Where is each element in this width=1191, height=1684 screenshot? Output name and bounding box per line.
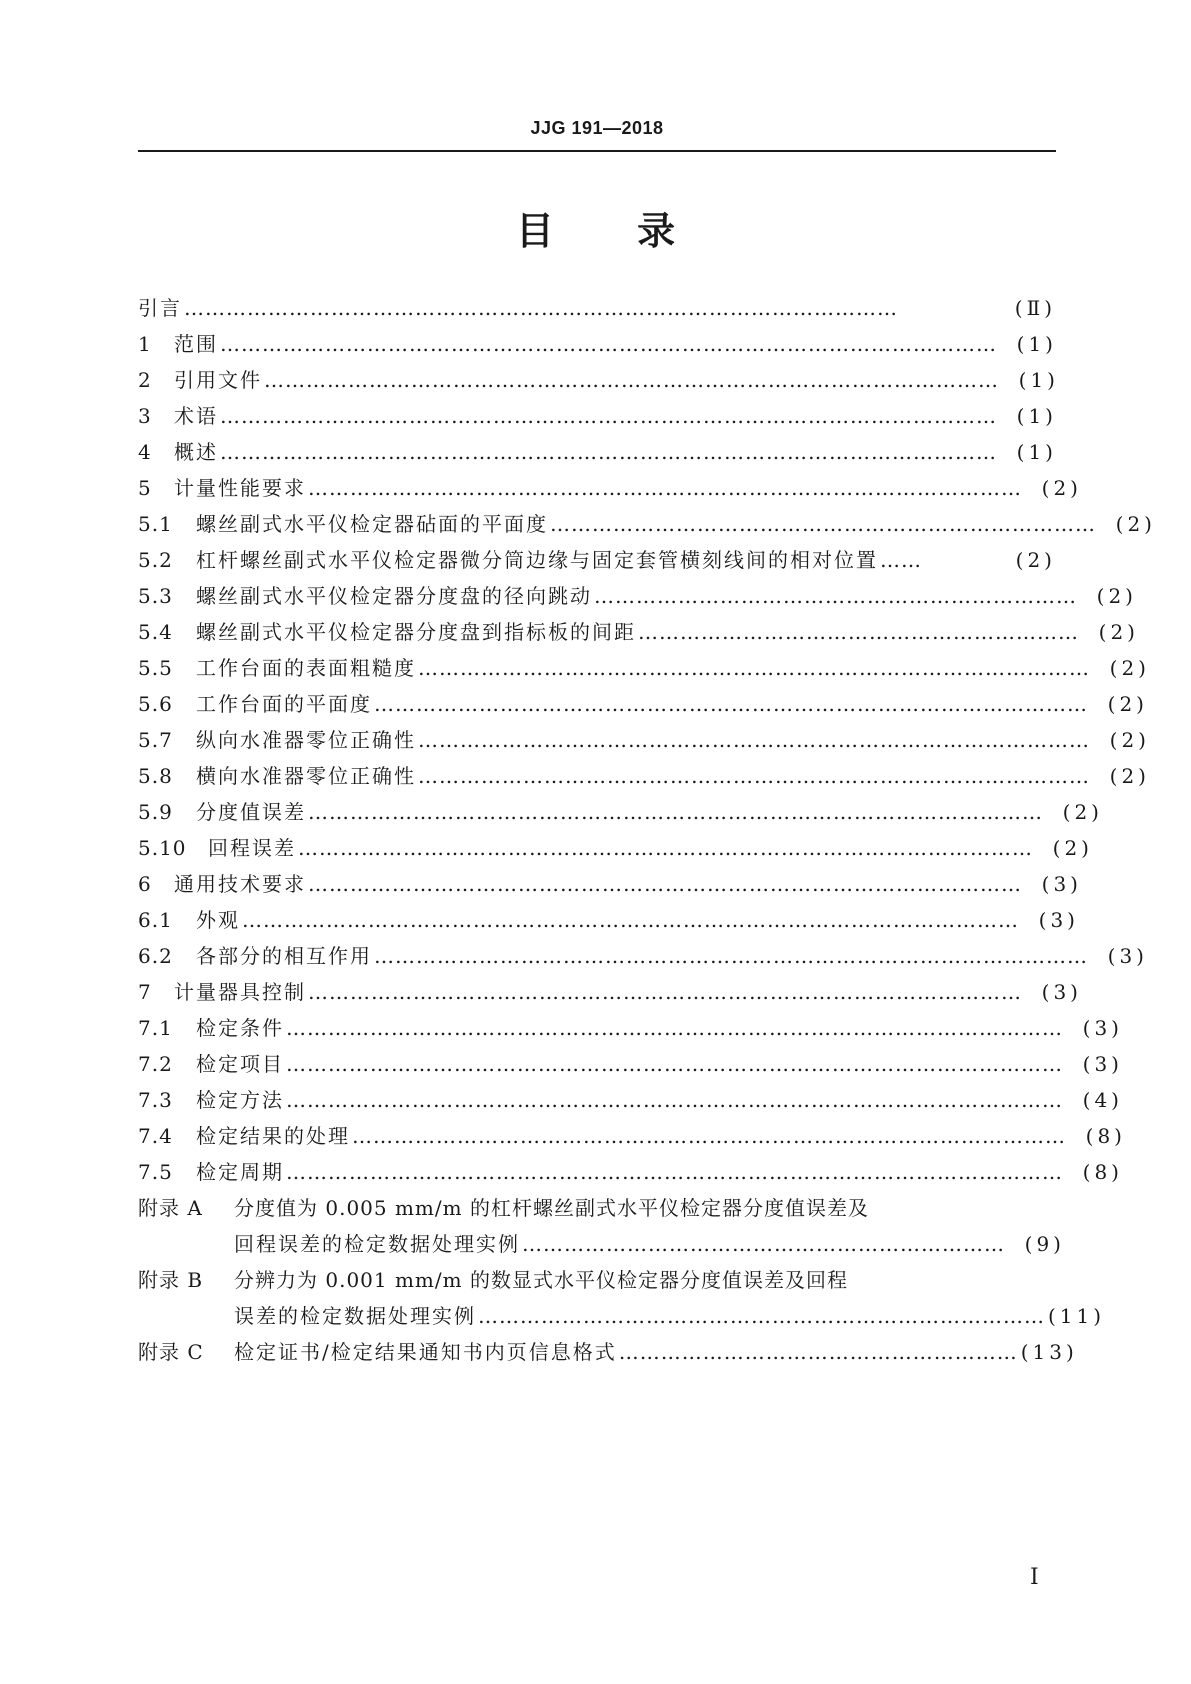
toc-entry-page: (1)	[1016, 440, 1057, 464]
toc-entry-leader: …………………………………………………………………………………………	[352, 1124, 1066, 1148]
toc-entry[interactable]	[138, 470, 1082, 506]
toc-entry-label: 螺丝副式水平仪检定器分度盘的径向跳动	[196, 584, 592, 608]
toc-entry-page: (11)	[1047, 1304, 1105, 1328]
toc-entry-number: 7.2	[138, 1052, 173, 1076]
toc-entry-number: 5.4	[138, 620, 173, 644]
toc-entry-leader: …………………………………………………………………………………………	[184, 296, 898, 320]
toc-entry-leader: ……………………………………………………………………………………	[418, 656, 1090, 680]
toc-entry-page: (3)	[1107, 944, 1148, 968]
toc-entry[interactable]	[138, 866, 1082, 902]
toc-entry-leader: ……………………………………………………………………………………	[418, 728, 1090, 752]
toc-entry[interactable]	[138, 1118, 1126, 1154]
toc-entry-leader: …………………………………………………………………………………………………	[286, 1088, 1063, 1112]
toc-entry[interactable]	[138, 722, 1150, 758]
toc-entry-number: 5.5	[138, 656, 173, 680]
toc-entry-label: 检定条件	[196, 1016, 284, 1040]
toc-entry[interactable]	[138, 326, 1056, 362]
toc-entry[interactable]	[138, 1010, 1123, 1046]
toc-entry-label: 检定结果的处理	[196, 1124, 350, 1148]
toc-entry-page: (Ⅱ)	[1014, 296, 1056, 320]
toc-entry[interactable]	[138, 578, 1137, 614]
toc-entry-leader: …………………………………………………………………………………………	[374, 692, 1088, 716]
toc-entry-leader: …………………………………………………………………………………………………	[220, 332, 997, 356]
toc-entry-label: 计量器具控制	[174, 980, 306, 1004]
toc-entry[interactable]	[138, 434, 1056, 470]
toc-entry-label: 检定周期	[196, 1160, 284, 1184]
toc-entry-number: 5.2	[138, 548, 173, 572]
toc-entry-leader: …………………………………………………	[618, 1340, 1018, 1364]
toc-entry-number: 6	[138, 872, 152, 896]
toc-entry-label: 各部分的相互作用	[196, 944, 372, 968]
toc-entry-label: 检定方法	[196, 1088, 284, 1112]
toc-entry-leader: …………………………………………………………………………………………………	[220, 440, 997, 464]
appendix-entry-continuation[interactable]	[138, 1226, 1065, 1262]
toc-entry-leader: ……………………………………………………………………	[550, 512, 1096, 536]
toc-entry-number: 3	[138, 404, 152, 428]
toc-entry-page: (1)	[1018, 368, 1059, 392]
appendix-title-line1: 分度值为 0.005 mm/m 的杠杆螺丝副式水平仪检定器分度值误差及	[234, 1196, 869, 1220]
toc-entry[interactable]	[138, 506, 1156, 542]
toc-entry-page: (2)	[1041, 476, 1082, 500]
toc-entry-leader: ………………………………………………………………………	[478, 1304, 1045, 1328]
toc-entry-page: (2)	[1109, 728, 1150, 752]
toc-entry-page: (1)	[1016, 404, 1057, 428]
toc-entry-page: (3)	[1041, 872, 1082, 896]
toc-entry-page: (2)	[1115, 512, 1156, 536]
toc-entry-number: 1	[138, 332, 152, 356]
toc-entry-page: (2)	[1109, 764, 1150, 788]
toc-entry-number: 5.7	[138, 728, 173, 752]
toc-entry-page: (8)	[1082, 1160, 1123, 1184]
toc-entry-leader: …………………………………………………………………………………………………	[286, 1160, 1063, 1184]
toc-entry-label: 杠杆螺丝副式水平仪检定器微分筒边缘与固定套管横刻线间的相对位置	[196, 548, 878, 572]
toc-entry-page: (13)	[1020, 1340, 1078, 1364]
appendix-title: 检定证书/检定结果通知书内页信息格式	[234, 1340, 617, 1364]
toc-entry-leader: ……………………………………………………………	[594, 584, 1077, 608]
appendix-title-line1: 分辨力为 0.001 mm/m 的数显式水平仪检定器分度值误差及回程	[234, 1268, 848, 1292]
toc-entry-page: (9)	[1024, 1232, 1065, 1256]
toc-entry-label: 纵向水准器零位正确性	[196, 728, 416, 752]
toc-entry-leader: …………………………………………………………………………………………………	[220, 404, 997, 428]
table-of-contents	[138, 290, 1156, 1370]
toc-entry-label: 横向水准器零位正确性	[196, 764, 416, 788]
toc-entry-leader: ……	[880, 548, 922, 572]
toc-entry[interactable]	[138, 686, 1148, 722]
toc-entry-number: 7.1	[138, 1016, 173, 1040]
toc-entry-page: (1)	[1016, 332, 1057, 356]
toc-entry-label: 概述	[174, 440, 218, 464]
toc-entry-number: 7.4	[138, 1124, 173, 1148]
toc-entry-page: (2)	[1015, 548, 1056, 572]
toc-entry[interactable]	[138, 938, 1148, 974]
toc-entry-label: 术语	[174, 404, 218, 428]
toc-entry[interactable]	[138, 902, 1079, 938]
toc-entry-page: (3)	[1082, 1016, 1123, 1040]
toc-entry[interactable]	[138, 650, 1150, 686]
toc-entry[interactable]	[138, 362, 1059, 398]
toc-entry[interactable]	[138, 1082, 1123, 1118]
toc-entry-leader: ……………………………………………………………………………………………	[264, 368, 999, 392]
toc-entry-page: (4)	[1082, 1088, 1123, 1112]
toc-entry[interactable]	[138, 1154, 1123, 1190]
toc-entry-page: (2)	[1062, 800, 1103, 824]
toc-entry-leader: ………………………………………………………	[638, 620, 1079, 644]
document-code-header: JJG 191—2018	[530, 118, 664, 138]
toc-entry-number: 7.3	[138, 1088, 173, 1112]
toc-entry-leader: …………………………………………………………………………………………	[308, 872, 1022, 896]
toc-entry-label: 检定项目	[196, 1052, 284, 1076]
toc-entry[interactable]	[138, 830, 1093, 866]
toc-entry-number: 5.3	[138, 584, 173, 608]
appendix-entry[interactable]	[138, 1334, 1078, 1370]
toc-entry-number: 7	[138, 980, 152, 1004]
appendix-label: 附录 B	[138, 1268, 204, 1292]
toc-entry[interactable]	[138, 290, 1056, 326]
toc-entry-label: 工作台面的表面粗糙度	[196, 656, 416, 680]
toc-entry-label: 外观	[196, 908, 240, 932]
header-rule	[138, 150, 1056, 152]
toc-entry-leader: ……………………………………………………………………………………………	[298, 836, 1033, 860]
appendix-title-line2: 回程误差的检定数据处理实例	[234, 1232, 520, 1256]
toc-entry-page: (2)	[1098, 620, 1139, 644]
toc-entry-number: 5.6	[138, 692, 173, 716]
toc-entry-page: (3)	[1041, 980, 1082, 1004]
page-title: 目 录	[515, 209, 676, 253]
toc-entry-label: 螺丝副式水平仪检定器砧面的平面度	[196, 512, 548, 536]
toc-entry-leader: ……………………………………………………………………………………	[418, 764, 1090, 788]
toc-entry-number: 6.1	[138, 908, 173, 932]
toc-entry[interactable]	[138, 614, 1139, 650]
toc-entry-leader: …………………………………………………………………………………………………	[286, 1052, 1063, 1076]
toc-entry-number: 6.2	[138, 944, 173, 968]
toc-entry-label: 计量性能要求	[174, 476, 306, 500]
toc-entry-label: 螺丝副式水平仪检定器分度盘到指标板的间距	[196, 620, 636, 644]
toc-entry-label: 范围	[174, 332, 218, 356]
page-number: Ⅰ	[1030, 1565, 1039, 1590]
toc-entry-page: (3)	[1082, 1052, 1123, 1076]
toc-entry-label: 通用技术要求	[174, 872, 306, 896]
toc-entry-leader: …………………………………………………………………………………………	[308, 476, 1022, 500]
toc-entry-number: 5.9	[138, 800, 173, 824]
appendix-label: 附录 C	[138, 1340, 204, 1364]
toc-entry-number: 5.8	[138, 764, 173, 788]
toc-entry-leader: ……………………………………………………………………………………………	[308, 800, 1043, 824]
appendix-title-line2: 误差的检定数据处理实例	[234, 1304, 476, 1328]
toc-entry-number: 5.10	[138, 836, 187, 860]
toc-entry-leader: …………………………………………………………………………………………	[308, 980, 1022, 1004]
toc-entry-leader: ……………………………………………………………	[522, 1232, 1005, 1256]
toc-entry-page: (8)	[1085, 1124, 1126, 1148]
toc-entry-page: (3)	[1038, 908, 1079, 932]
toc-entry-label: 工作台面的平面度	[196, 692, 372, 716]
toc-entry-leader: …………………………………………………………………………………………	[374, 944, 1088, 968]
toc-entry-number: 5.1	[138, 512, 173, 536]
toc-entry[interactable]	[138, 974, 1082, 1010]
toc-entry[interactable]	[138, 1046, 1123, 1082]
appendix-entry[interactable]	[138, 1262, 1056, 1298]
toc-entry-leader: …………………………………………………………………………………………………	[242, 908, 1019, 932]
toc-entry-leader: …………………………………………………………………………………………………	[286, 1016, 1063, 1040]
toc-entry-number: 5	[138, 476, 152, 500]
toc-entry-number: 4	[138, 440, 152, 464]
toc-entry-page: (2)	[1109, 656, 1150, 680]
toc-entry-label: 引言	[138, 296, 182, 320]
toc-entry-page: (2)	[1096, 584, 1137, 608]
toc-entry[interactable]	[138, 398, 1056, 434]
toc-entry-page: (2)	[1107, 692, 1148, 716]
appendix-entry[interactable]	[138, 1190, 1056, 1226]
appendix-entry-continuation[interactable]	[138, 1298, 1105, 1334]
toc-entry-label: 分度值误差	[196, 800, 306, 824]
toc-entry-number: 7.5	[138, 1160, 173, 1184]
toc-entry[interactable]	[138, 794, 1103, 830]
appendix-label: 附录 A	[138, 1196, 203, 1220]
toc-entry-number: 2	[138, 368, 152, 392]
toc-entry-page: (2)	[1052, 836, 1093, 860]
toc-entry[interactable]	[138, 542, 1056, 578]
toc-entry-label: 引用文件	[174, 368, 262, 392]
toc-entry[interactable]	[138, 758, 1150, 794]
toc-entry-label: 回程误差	[208, 836, 296, 860]
